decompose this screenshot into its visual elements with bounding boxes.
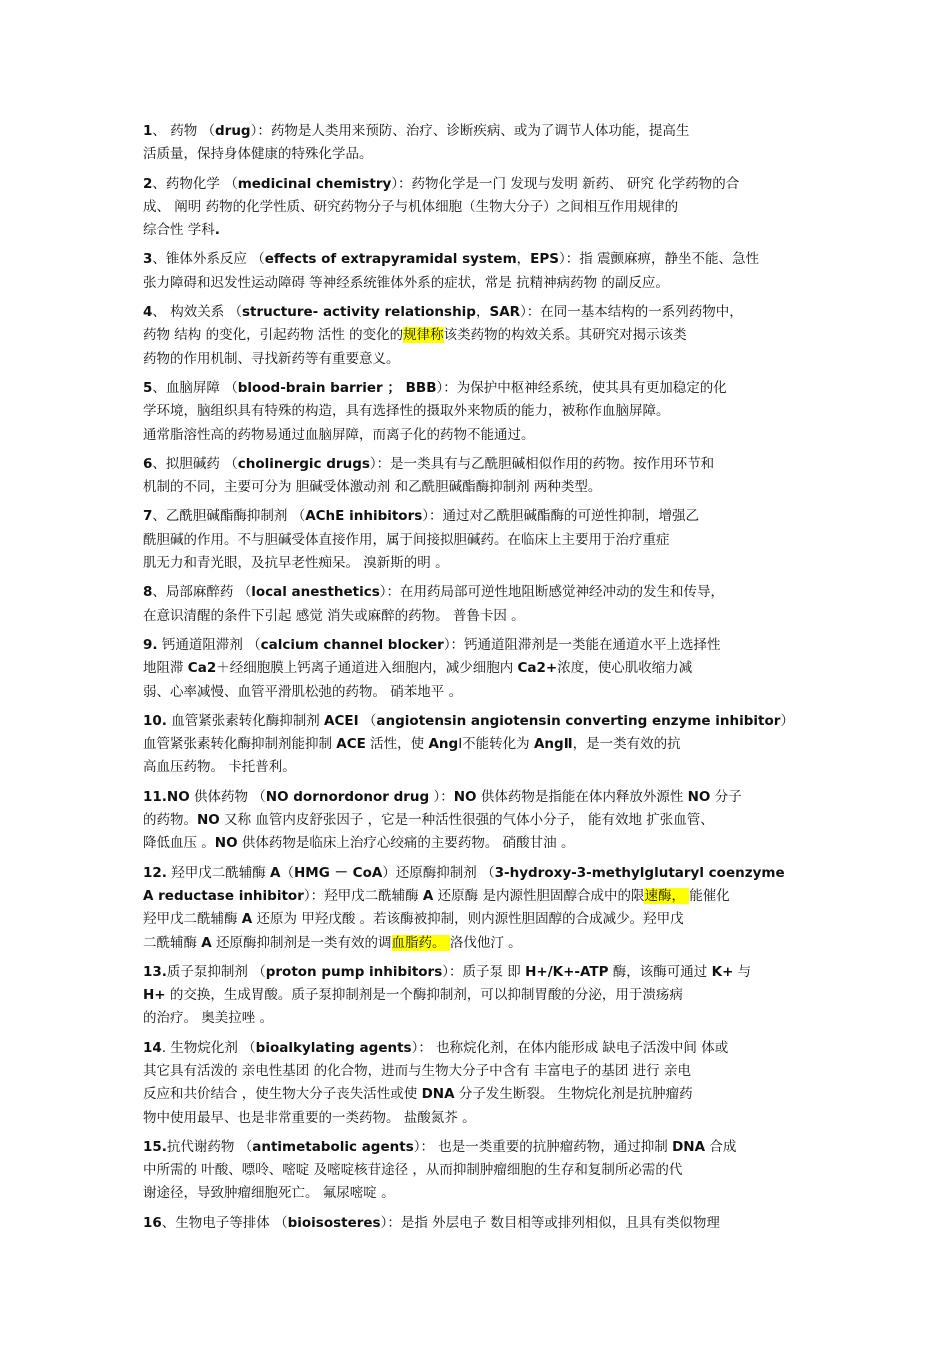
highlighted-text: 血脂药。	[391, 934, 450, 951]
text-run: （	[358, 712, 377, 729]
bold-term: ACE	[336, 736, 366, 753]
text-run: 的治疗。 奥美拉唑 。	[143, 1010, 274, 1027]
text-line	[143, 400, 808, 423]
text-line	[143, 733, 808, 756]
text-line	[143, 120, 808, 143]
glossary-entry	[143, 710, 808, 780]
text-run: 、 药物 （	[152, 123, 215, 139]
bold-term: 6	[143, 455, 153, 472]
text-run: 与	[733, 963, 752, 980]
text-run: 、拟胆碱药 （	[152, 455, 238, 472]
text-line	[143, 786, 808, 809]
text-line	[143, 1107, 808, 1130]
bold-term: 1	[143, 123, 153, 139]
text-line	[143, 984, 808, 1007]
text-run: 药物的作用机制、寻找新药等有重要意义。	[143, 350, 400, 367]
text-run: ）：指 震颤麻痹，静坐不能、急性	[559, 251, 760, 268]
bold-term: Ca2+	[517, 660, 558, 677]
bold-term: NO	[197, 812, 220, 829]
text-run: 羟甲戊二酰辅酶	[166, 864, 271, 881]
bold-term: NO	[687, 788, 711, 805]
text-run: ）	[780, 712, 794, 729]
text-run: 谢途径，导致肿瘤细胞死亡。 氟尿嘧啶 。	[143, 1185, 395, 1202]
glossary-entry	[143, 453, 808, 500]
text-run: 分子	[710, 788, 742, 805]
text-run: 合成	[705, 1138, 737, 1155]
bold-term: bioisosteres	[287, 1214, 381, 1231]
bold-term: HMG － CoA	[293, 864, 383, 881]
text-run: 学环境，脑组织具有特殊的构造，具有选择性的摄取外来物质的能力，被称作血脑屏障。	[143, 403, 670, 420]
text-run: 、乙酰胆碱酯酶抑制剂 （	[152, 508, 306, 525]
text-run: 活性，使	[365, 736, 429, 753]
bold-term: A	[270, 864, 281, 881]
glossary-entry	[143, 248, 808, 295]
text-line	[143, 272, 808, 295]
text-line	[143, 809, 808, 832]
text-line	[143, 173, 808, 196]
text-run: 分子发生断裂。 生物烷化剂是抗肿瘤药	[454, 1086, 693, 1103]
text-run: 、血脑屏障 （	[152, 379, 238, 396]
bold-term: calcium channel blocker	[260, 636, 444, 653]
text-run: 洛伐他汀 。	[449, 934, 522, 951]
text-run: ）：通过对乙酰胆碱酯酶的可逆性抑制，增强乙	[422, 508, 700, 525]
text-run: ）：是一类具有与乙酰胆碱相似作用的药物。按作用环节和	[369, 455, 715, 472]
text-run: ＋经细胞膜上钙离子通道进入细胞内，减少细胞内	[216, 660, 518, 677]
bold-term: 8	[143, 584, 153, 601]
text-run: 浓度，使心肌收缩力减	[557, 660, 693, 677]
text-line	[143, 885, 808, 908]
bold-term: Ca2	[187, 660, 217, 677]
text-run: 中所需的 叶酸、嘌呤、嘧啶 及嘧啶核苷途径 ，从而抑制肿瘤细胞的生存和复制所必需的代	[143, 1162, 683, 1179]
text-run: 其它具有活泼的 亲电性基团 的化合物，进而与生物大分子中含有 丰富电子的基团 进行 亲电	[143, 1062, 691, 1079]
text-line	[143, 657, 808, 680]
text-run: ）： 也是一类重要的抗肿瘤药物，通过抑制	[413, 1138, 673, 1155]
bold-term: 9.	[143, 636, 158, 653]
text-line	[143, 832, 808, 855]
glossary-entry	[143, 1037, 808, 1130]
text-run: 地阻滞	[143, 660, 188, 677]
text-line	[143, 1212, 808, 1235]
bold-term: A	[201, 934, 212, 951]
text-run: 活质量，保持身体健康的特殊化学品。	[143, 146, 373, 163]
text-line	[143, 219, 808, 242]
bold-term: NO dornordonor drug	[265, 788, 430, 805]
text-run: 机制的不同，主要可分为 胆碱受体激动剂 和乙酰胆碱酯酶抑制剂 两种类型。	[143, 479, 602, 496]
text-line	[143, 301, 808, 324]
text-line	[143, 1136, 808, 1159]
text-run: 降低血压 。	[143, 835, 215, 852]
bold-term: bioalkylating agents	[255, 1039, 412, 1056]
text-line	[143, 710, 808, 733]
bold-term: 3-hydroxy-3-methylglutaryl coenzyme	[494, 864, 785, 881]
text-run: 血管紧张素转化酶抑制剂	[166, 712, 325, 729]
bold-term: .	[214, 222, 220, 239]
text-run: 的交换，生成胃酸。质子泵抑制剂是一个酶抑制剂，可以抑制胃酸的分泌，用于溃疡病	[165, 987, 683, 1004]
text-run: ，	[475, 304, 490, 321]
text-run: 还原为 甲羟戊酸 。若该酶被抑制，则内源性胆固醇的合成减少。羟甲戊	[252, 911, 684, 928]
text-run: 在意识清醒的条件下引起 感觉 消失或麻醉的药物。 普鲁卡因 。	[143, 607, 525, 624]
text-run: 还原酶抑制剂是一类有效的调	[211, 934, 392, 951]
glossary-entry	[143, 505, 808, 575]
text-run: 、 构效关系 （	[152, 304, 242, 321]
glossary-entry	[143, 786, 808, 856]
text-run: 抗代谢药物 （	[166, 1138, 253, 1155]
glossary-entry	[143, 301, 808, 371]
bold-term: effects of extrapyramidal system	[264, 251, 517, 268]
glossary-entry	[143, 581, 808, 628]
glossary-entry	[143, 862, 808, 955]
bold-term: 13.	[143, 963, 167, 980]
glossary-entry	[143, 120, 808, 167]
text-run: 还原酶 是内源性胆固醇合成中的限	[433, 887, 645, 904]
glossary-list	[143, 120, 808, 1241]
bold-term: 11.NO	[143, 788, 190, 805]
text-line	[143, 681, 808, 704]
text-run: 供体药物是临床上治疗心绞痛的主要药物。 硝酸甘油 。	[237, 835, 575, 852]
highlighted-text: 速酶，	[644, 887, 690, 904]
bold-term: DNA	[421, 1086, 455, 1103]
bold-term: NO	[214, 835, 238, 852]
text-line	[143, 505, 808, 528]
text-run: . 生物烷化剂 （	[161, 1039, 256, 1056]
text-run: 、锥体外系反应 （	[152, 251, 265, 268]
bold-term: local anesthetics	[251, 584, 380, 601]
bold-term: H+/K+-ATP	[525, 963, 609, 980]
glossary-entry	[143, 634, 808, 704]
text-run: ，	[516, 251, 531, 268]
text-run: 羟甲戊二酰辅酶	[143, 911, 242, 928]
text-run: 、生物电子等排体 （	[161, 1214, 288, 1231]
text-line	[143, 529, 808, 552]
text-run: ）：为保护中枢神经系统，使其具有更加稳定的化	[436, 379, 727, 396]
text-run: 成、 阐明 药物的化学性质、研究药物分子与机体细胞（生物大分子）之间相互作用规律的	[143, 198, 679, 215]
text-run: ）：在用药局部可逆性地阻断感觉神经冲动的发生和传导，	[379, 584, 725, 601]
glossary-entry	[143, 1212, 808, 1235]
text-run: ）：是指 外层电子 数目相等或排列相似，且具有类似物理	[380, 1214, 720, 1231]
text-line	[143, 552, 808, 575]
text-run: ）：药物是人类用来预防、治疗、诊断疾病、或为了调节人体功能，提高生	[250, 123, 690, 139]
text-run: 供体药物 （	[189, 788, 266, 805]
text-run: ）：	[429, 788, 454, 805]
text-line	[143, 605, 808, 628]
text-run: ）：药物化学是一门 发现与发明 新药、 研究 化学药物的合	[391, 175, 740, 192]
text-line	[143, 348, 808, 371]
bold-term: medicinal chemistry	[237, 175, 392, 192]
text-line	[143, 908, 808, 931]
text-run: 酰胆碱的作用。不与胆碱受体直接作用，属于间接拟胆碱药。在临床上主要用于治疗重症	[143, 531, 670, 548]
bold-term: A	[422, 887, 434, 904]
text-line	[143, 634, 808, 657]
text-line	[143, 1182, 808, 1205]
bold-term: EPS	[530, 251, 559, 268]
bold-term: 12.	[143, 864, 167, 881]
text-run: 药物 结构 的变化，引起药物 活性 的变化的	[143, 327, 404, 344]
text-run: 的药物。	[143, 812, 197, 829]
text-run: 血管紧张素转化酶抑制剂能抑制	[143, 736, 337, 753]
bold-term: 15.	[143, 1138, 167, 1155]
text-run: 质子泵抑制剂 （	[166, 963, 266, 980]
bold-term: 16	[143, 1214, 162, 1231]
glossary-entry	[143, 961, 808, 1031]
text-run: 、局部麻醉药 （	[152, 584, 252, 601]
bold-term: structure- activity relationship	[242, 304, 476, 321]
bold-term: A	[241, 911, 253, 928]
bold-term: ACEI	[324, 712, 359, 729]
bold-term: AngⅡ	[533, 736, 573, 753]
bold-term: drug	[215, 123, 251, 139]
bold-term: blood-brain barrier ； BBB	[237, 379, 437, 396]
text-run: ，是一类有效的抗	[572, 736, 681, 753]
text-line	[143, 324, 808, 347]
bold-term: 10.	[143, 712, 167, 729]
text-run: ）：在同一基本结构的一系列药物中，	[520, 304, 743, 321]
bold-term: NO	[453, 788, 477, 805]
text-run: ）： 也称烷化剂，在体内能形成 缺电子活泼中间 体或	[411, 1039, 729, 1056]
text-run: 高血压药物。 卡托普利。	[143, 759, 296, 776]
text-run: Ⅰ不能转化为	[458, 736, 534, 753]
text-run: 酶，该酶可通过	[608, 963, 712, 980]
text-run: ）：羟甲戊二酰辅酶	[303, 887, 423, 904]
bold-term: Ang	[428, 736, 459, 753]
bold-term: AChE inhibitors	[305, 508, 423, 525]
bold-term: 3	[143, 251, 153, 268]
text-run: 又称 血管内皮舒张因子 ，它是一种活性很强的气体小分子， 能有效地 扩张血管、	[219, 812, 714, 829]
text-run: 二酰辅酶	[143, 934, 202, 951]
bold-term: K+	[711, 963, 734, 980]
text-run: 物中使用最早、也是非常重要的一类药物。 盐酸氮芥 。	[143, 1109, 476, 1126]
text-run: 该类药物的构效关系。其研究对揭示该类	[443, 327, 687, 344]
text-line	[143, 1007, 808, 1030]
bold-term: 2	[143, 175, 153, 192]
text-line	[143, 581, 808, 604]
text-run: 能催化	[689, 887, 730, 904]
text-line	[143, 424, 808, 447]
bold-term: proton pump inhibitors	[265, 963, 443, 980]
text-line	[143, 932, 808, 955]
text-run: ）：钙通道阻滞剂是一类能在通道水平上选择性	[443, 636, 721, 653]
bold-term: SAR	[489, 304, 521, 321]
text-line	[143, 143, 808, 166]
glossary-entry	[143, 1136, 808, 1206]
text-line	[143, 1083, 808, 1106]
text-run: 张力障碍和迟发性运动障碍 等神经系统锥体外系的症状，常是 抗精神病药物 的副反应。	[143, 274, 669, 291]
bold-term: DNA	[672, 1138, 706, 1155]
bold-term: H+	[143, 987, 166, 1004]
text-line	[143, 476, 808, 499]
highlighted-text: 规律称	[403, 327, 444, 344]
text-run: ）还原酶抑制剂 （	[382, 864, 495, 881]
bold-term: antimetabolic agents	[252, 1138, 414, 1155]
bold-term: 14	[143, 1039, 162, 1056]
text-line	[143, 196, 808, 219]
bold-term: 5	[143, 379, 153, 396]
text-run: 通常脂溶性高的药物易通过血脑屏障，而离子化的药物不能通过。	[143, 426, 535, 443]
text-run: 供体药物是指能在体内释放外源性	[476, 788, 688, 805]
text-run: 、药物化学 （	[152, 175, 238, 192]
text-run: （	[280, 864, 294, 881]
text-line	[143, 248, 808, 271]
text-run: ）：质子泵 即	[442, 963, 526, 980]
text-line	[143, 453, 808, 476]
glossary-entry	[143, 173, 808, 243]
text-line	[143, 1037, 808, 1060]
text-line	[143, 756, 808, 779]
bold-term: A reductase inhibitor	[143, 887, 304, 904]
text-line	[143, 1159, 808, 1182]
text-line	[143, 862, 808, 885]
text-run: 反应和共价结合 ，使生物大分子丧失活性或使	[143, 1086, 422, 1103]
bold-term: 4	[143, 304, 153, 321]
text-run: 钙通道阻滞剂 （	[157, 636, 261, 653]
text-run: 综合性 学科	[143, 222, 215, 239]
bold-term: angiotensin angiotensin converting enzyme inhibitor	[376, 712, 781, 729]
text-line	[143, 377, 808, 400]
bold-term: cholinergic drugs	[237, 455, 370, 472]
glossary-entry	[143, 377, 808, 447]
bold-term: 7	[143, 508, 153, 525]
text-line	[143, 1060, 808, 1083]
text-run: 肌无力和青光眼，及抗早老性痴呆。 溴新斯的明 。	[143, 555, 449, 572]
text-run: 弱、心率减慢、血管平滑肌松弛的药物。 硝苯地平 。	[143, 683, 463, 700]
text-line	[143, 961, 808, 984]
